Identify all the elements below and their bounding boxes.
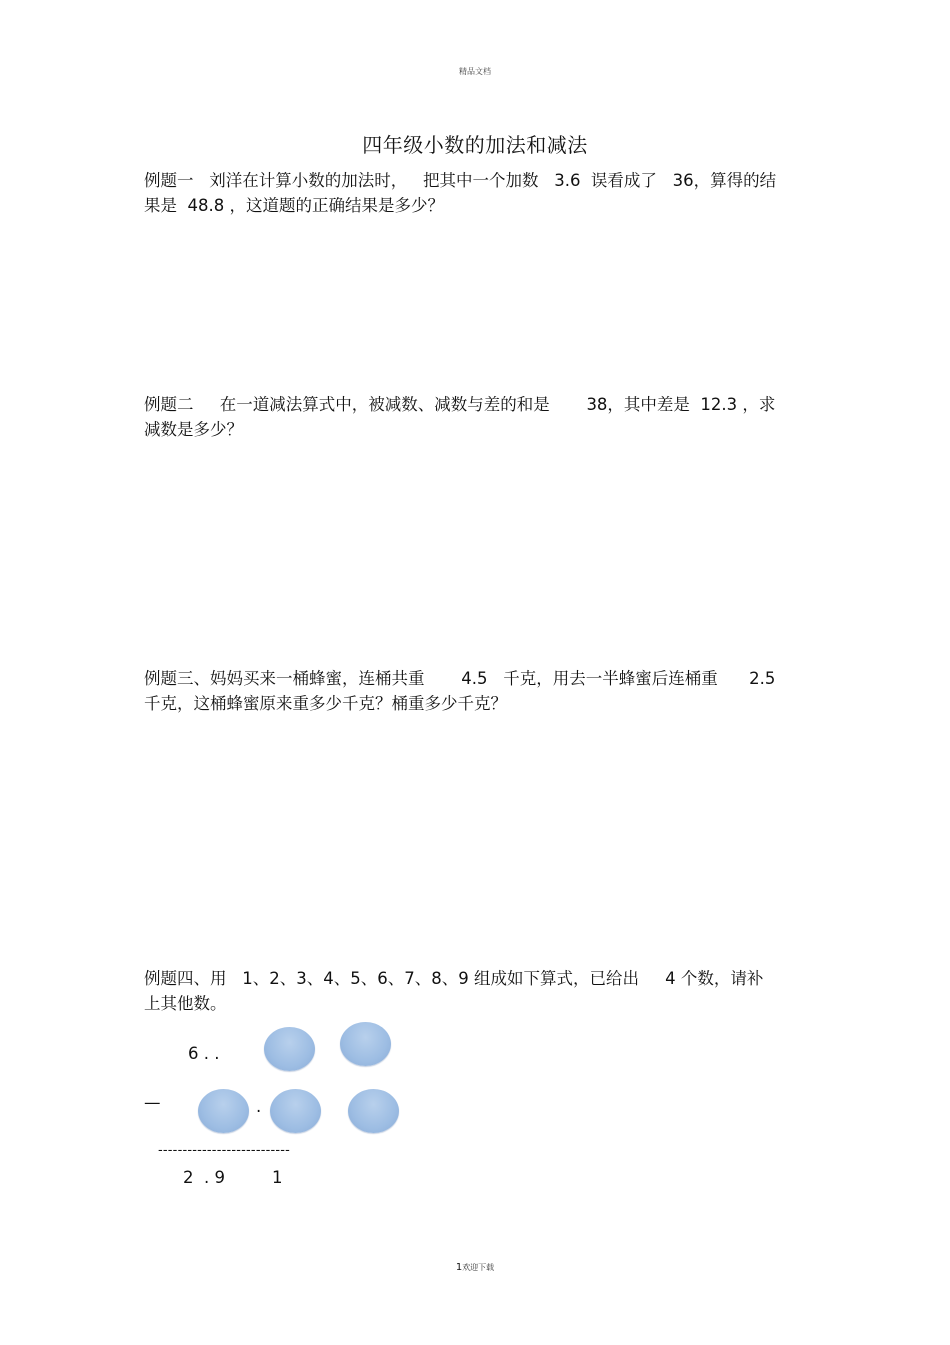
question-2	[144, 392, 806, 442]
question-2-line-1: 例题二 在一道减法算式中，被减数、减数与差的和是 38，其中差是 12.3 ，求	[144, 395, 776, 414]
page-number: 1	[455, 1262, 463, 1273]
question-3-line-2: 千克，这桶蜂蜜原来重多少千克？桶重多少千克？	[144, 694, 507, 713]
question-1-line-1: 例题一 刘洋在计算小数的加法时， 把其中一个加数 3.6 误看成了 36，算得的结	[144, 171, 777, 190]
result-digit-right: 1	[272, 1168, 283, 1187]
question-3	[144, 666, 806, 716]
subtrahend-decimal-point: .	[256, 1097, 262, 1116]
page-footer	[0, 1262, 950, 1273]
blank-oval-2[interactable]	[340, 1022, 391, 1066]
question-4-line-1: 例题四、用 1、2、3、4、5、6、7、8、9 组成如下算式，已给出 4 个数，请补	[144, 969, 764, 988]
minus-sign: —	[144, 1093, 161, 1112]
result-divider: ---------------------------	[158, 1143, 291, 1158]
page-title: 四年级小数的加法和减法	[362, 133, 588, 157]
question-1	[144, 168, 806, 218]
blank-oval-5[interactable]	[348, 1089, 399, 1133]
blank-oval-3[interactable]	[198, 1089, 249, 1133]
question-3-line-1: 例题三、妈妈买来一桶蜂蜜，连桶共重 4.5 千克，用去一半蜂蜜后连桶重 2.5	[144, 669, 776, 688]
question-4	[144, 966, 806, 1016]
minuend-digits: 6 . .	[188, 1044, 220, 1063]
footer-text: 欢迎下载	[462, 1263, 495, 1272]
question-1-line-2: 果是 48.8 ，这道题的正确结果是多少？	[144, 196, 444, 215]
blank-oval-1[interactable]	[264, 1027, 315, 1071]
result-digits-left: 2 . 9	[183, 1168, 225, 1187]
blank-oval-4[interactable]	[270, 1089, 321, 1133]
question-4-line-2: 上其他数。	[144, 994, 227, 1013]
page-header: 精品文档	[459, 67, 491, 76]
question-2-line-2: 减数是多少？	[144, 420, 243, 439]
